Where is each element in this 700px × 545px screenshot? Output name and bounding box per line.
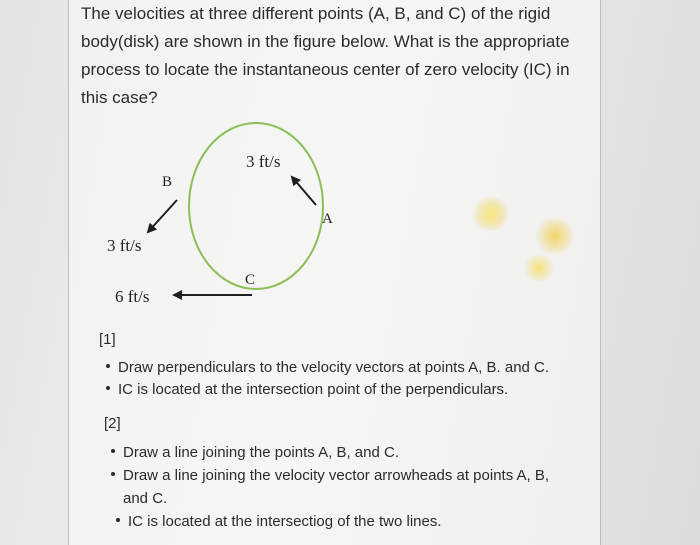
- option-2-bullet: [111, 464, 549, 488]
- bullet-text: Draw a line joining the points A, B, and C.: [123, 444, 399, 461]
- bullet-text: IC is located at the intersection point of the perpendiculars.: [118, 381, 509, 398]
- light-glare: [524, 255, 554, 281]
- option-2-number: [2]: [104, 415, 121, 432]
- velocity-label-b: 3 ft/s: [107, 236, 142, 255]
- point-label-c: C: [245, 272, 256, 288]
- bullet-dot: [106, 364, 110, 368]
- velocity-label-c: 6 ft/s: [115, 287, 150, 306]
- point-label-b: B: [162, 174, 173, 190]
- bullet-text: IC is located at the intersectiog of the two lines.: [128, 513, 442, 530]
- bullet-text: Draw a line joining the velocity vector arrowheads at points A, B,: [123, 467, 550, 484]
- velocity-arrow-a: [292, 177, 316, 205]
- option-1-number: [1]: [99, 331, 116, 348]
- option-2-bullet: [116, 510, 442, 534]
- option-1-bullet: [106, 356, 549, 380]
- light-glare: [472, 197, 510, 231]
- bullet-dot: [116, 518, 120, 522]
- velocity-label-a: 3 ft/s: [246, 152, 281, 171]
- velocity-arrow-b: [148, 200, 177, 232]
- light-glare: [535, 218, 575, 254]
- bullet-text: Draw perpendiculars to the velocity vectors at points A, B. and C.: [118, 359, 550, 376]
- bullet-dot: [111, 472, 115, 476]
- question-text: The velocities at three different points (A, B, and C) of the rigid body(disk) are shown in the figure below. What is the appropriate process to locate the instantaneous center of zero velocity (IC) in this case?: [81, 4, 570, 107]
- option-1-bullet: [106, 378, 508, 402]
- disk-outline: [189, 123, 323, 289]
- bullet-dot: [111, 449, 115, 453]
- bullet-dot: [106, 386, 110, 390]
- option-2-bullet: [111, 441, 399, 465]
- bullet-continuation: and C.: [123, 490, 168, 507]
- point-label-a: A: [322, 211, 333, 227]
